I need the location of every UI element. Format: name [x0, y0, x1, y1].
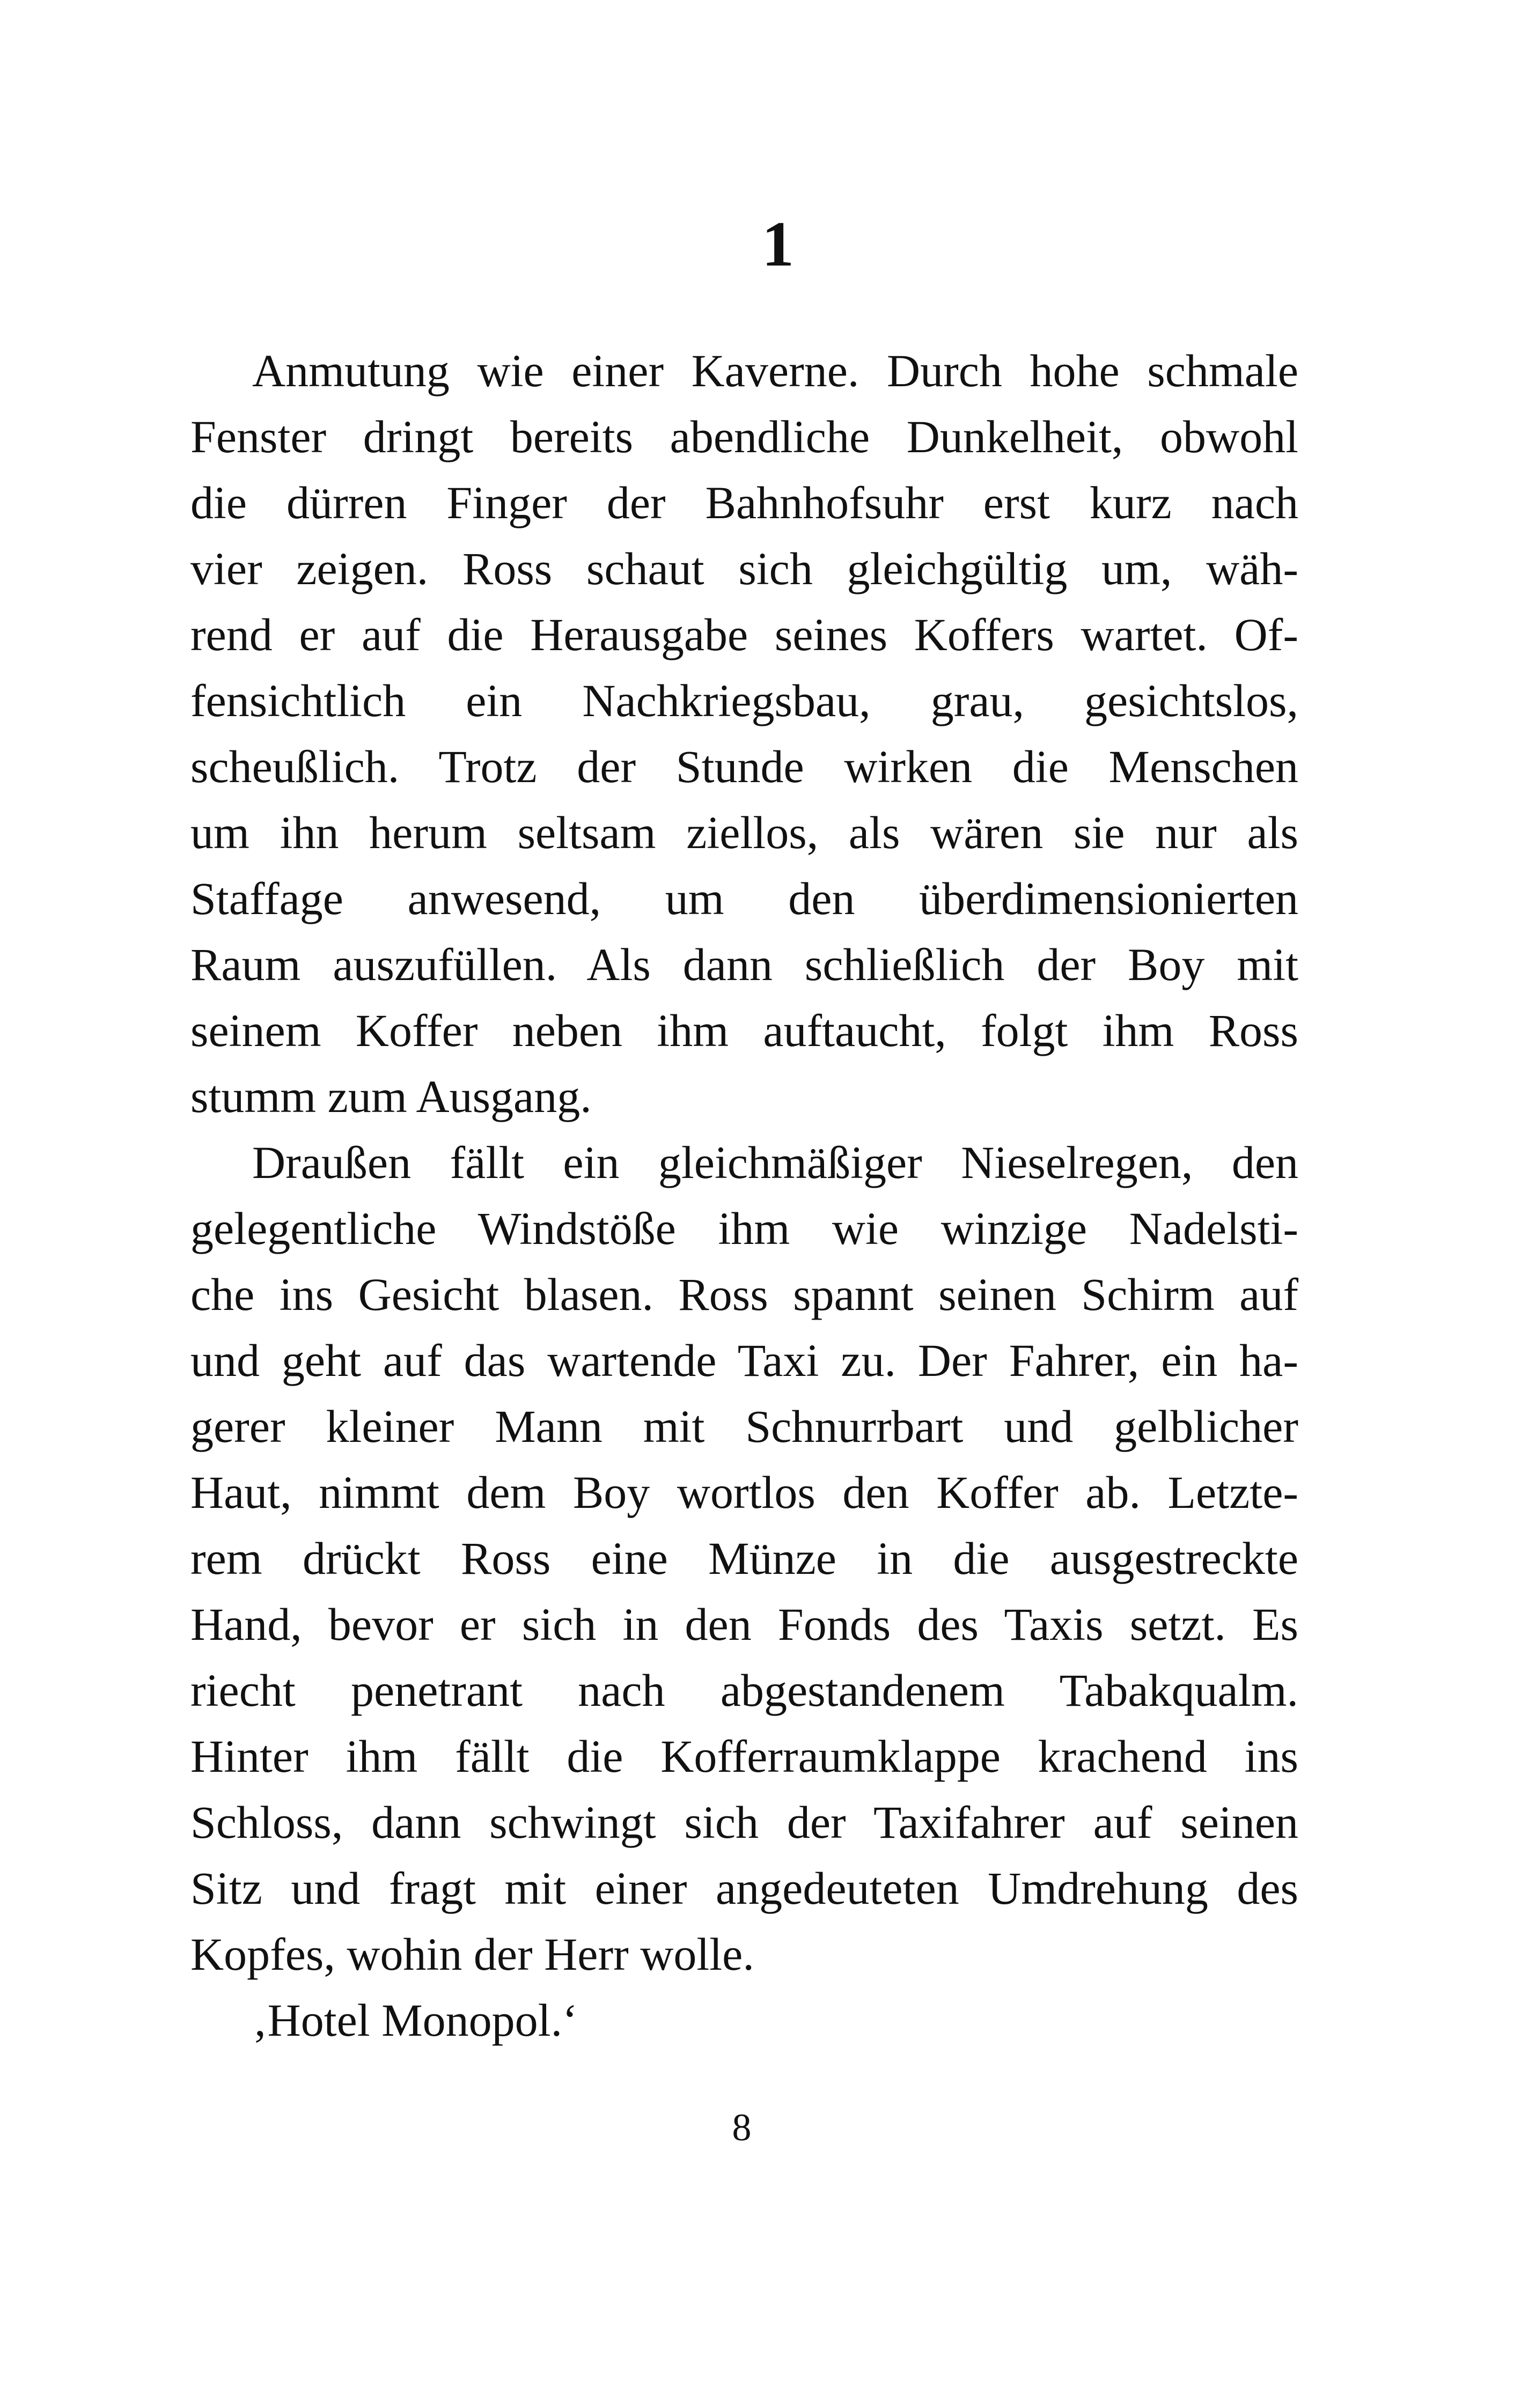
text-line: Hinter ihm fällt die Kofferraumklappe krachend ins — [190, 1730, 1298, 1782]
text-line: gelegentliche Windstöße ihm wie winzige Nadelsti- — [190, 1203, 1298, 1254]
paragraph-2 — [190, 1130, 1298, 1987]
text-line: Anmutung wie einer Kaverne. Durch hohe schmale — [252, 345, 1298, 396]
text-line: ‚Hotel Monopol.‘ — [252, 1994, 578, 2046]
text-line: vier zeigen. Ross schaut sich gleichgültig um, wäh- — [190, 543, 1298, 594]
text-line: Sitz und fragt mit einer angedeuteten Umdrehung des — [190, 1862, 1298, 1914]
text-line: scheußlich. Trotz der Stunde wirken die Menschen — [190, 741, 1298, 792]
text-line: Draußen fällt ein gleichmäßiger Nieselregen, den — [252, 1137, 1298, 1188]
paragraph-1 — [190, 338, 1298, 1130]
paragraph-3 — [190, 1987, 1298, 2053]
text-line: che ins Gesicht blasen. Ross spannt seinen Schirm auf — [190, 1269, 1298, 1320]
text-line: riecht penetrant nach abgestandenem Tabakqualm. — [190, 1665, 1298, 1716]
text-line: Raum auszufüllen. Als dann schließlich der Boy mit — [190, 939, 1298, 990]
text-line: fensichtlich ein Nachkriegsbau, grau, gesichtslos, — [190, 675, 1298, 726]
text-line: und geht auf das wartende Taxi zu. Der Fahrer, ein ha- — [190, 1335, 1298, 1386]
text-line: rem drückt Ross eine Münze in die ausgestreckte — [190, 1533, 1298, 1584]
text-line: Hand, bevor er sich in den Fonds des Taxis setzt. Es — [190, 1599, 1298, 1650]
text-line: Fenster dringt bereits abendliche Dunkelheit, obwohl — [190, 411, 1298, 462]
body-text — [190, 338, 1298, 2053]
text-line: seinem Koffer neben ihm auftaucht, folgt ihm Ross — [190, 1005, 1298, 1056]
page-number: 8 — [732, 2106, 752, 2149]
chapter-number: 1 — [762, 208, 794, 279]
text-line: Schloss, dann schwingt sich der Taxifahrer auf seinen — [190, 1796, 1298, 1848]
text-line: die dürren Finger der Bahnhofsuhr erst kurz nach — [190, 477, 1298, 528]
text-line: Staffage anwesend, um den überdimensionierten — [190, 873, 1298, 924]
text-line: Kopfes, wohin der Herr wolle. — [190, 1928, 754, 1980]
text-line: rend er auf die Herausgabe seines Koffers wartet. Of- — [190, 609, 1298, 660]
text-line: stumm zum Ausgang. — [190, 1071, 592, 1122]
text-line: Haut, nimmt dem Boy wortlos den Koffer ab. Letzte- — [190, 1467, 1298, 1518]
text-line: gerer kleiner Mann mit Schnurrbart und gelblicher — [190, 1401, 1298, 1452]
text-line: um ihn herum seltsam ziellos, als wären sie nur als — [190, 807, 1298, 858]
